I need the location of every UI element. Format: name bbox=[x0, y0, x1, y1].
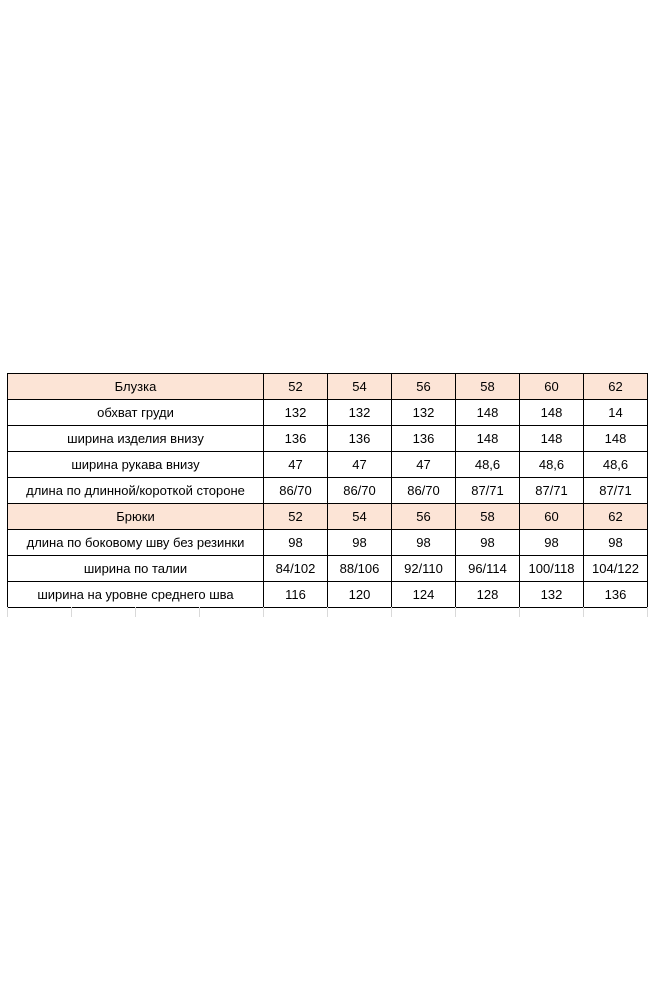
value-cell: 98 bbox=[392, 530, 456, 556]
table-row bbox=[8, 452, 648, 478]
value-cell: 84/102 bbox=[264, 556, 328, 582]
table-row bbox=[8, 478, 648, 504]
table-row bbox=[8, 556, 648, 582]
value-cell: 98 bbox=[584, 530, 648, 556]
value-cell: 104/122 bbox=[584, 556, 648, 582]
size-header-cell: 56 bbox=[392, 504, 456, 530]
measurement-label: ширина изделия внизу bbox=[8, 426, 264, 452]
size-header-cell: 62 bbox=[584, 374, 648, 400]
size-header-cell: 60 bbox=[520, 374, 584, 400]
measurement-label: обхват груди bbox=[8, 400, 264, 426]
gridline bbox=[263, 607, 264, 617]
value-cell: 116 bbox=[264, 582, 328, 608]
measurement-label: ширина на уровне среднего шва bbox=[8, 582, 264, 608]
value-cell: 47 bbox=[392, 452, 456, 478]
size-header-cell: 58 bbox=[456, 374, 520, 400]
table-row bbox=[8, 530, 648, 556]
value-cell: 86/70 bbox=[392, 478, 456, 504]
value-cell: 132 bbox=[392, 400, 456, 426]
section-header-trousers bbox=[8, 504, 648, 530]
gridline bbox=[519, 607, 520, 617]
gridline bbox=[199, 607, 200, 617]
gridline bbox=[583, 607, 584, 617]
gridline bbox=[7, 607, 8, 617]
gridline bbox=[455, 607, 456, 617]
value-cell: 48,6 bbox=[520, 452, 584, 478]
measurement-label: длина по длинной/короткой стороне bbox=[8, 478, 264, 504]
value-cell: 86/70 bbox=[328, 478, 392, 504]
value-cell: 148 bbox=[584, 426, 648, 452]
size-header-cell: 58 bbox=[456, 504, 520, 530]
gridline bbox=[135, 607, 136, 617]
value-cell: 98 bbox=[456, 530, 520, 556]
table-row bbox=[8, 400, 648, 426]
gridline bbox=[71, 607, 72, 617]
value-cell: 86/70 bbox=[264, 478, 328, 504]
measurement-label: длина по боковому шву без резинки bbox=[8, 530, 264, 556]
value-cell: 128 bbox=[456, 582, 520, 608]
value-cell: 98 bbox=[520, 530, 584, 556]
value-cell: 148 bbox=[520, 400, 584, 426]
value-cell: 48,6 bbox=[456, 452, 520, 478]
value-cell: 136 bbox=[584, 582, 648, 608]
gridline bbox=[327, 607, 328, 617]
value-cell: 88/106 bbox=[328, 556, 392, 582]
value-cell: 148 bbox=[456, 400, 520, 426]
measurement-label: ширина рукава внизу bbox=[8, 452, 264, 478]
gridline bbox=[391, 607, 392, 617]
value-cell: 136 bbox=[328, 426, 392, 452]
size-header-cell: 62 bbox=[584, 504, 648, 530]
value-cell: 92/110 bbox=[392, 556, 456, 582]
size-header-cell: 60 bbox=[520, 504, 584, 530]
value-cell: 136 bbox=[392, 426, 456, 452]
table-row bbox=[8, 426, 648, 452]
size-header-cell: 52 bbox=[264, 374, 328, 400]
section-title: Брюки bbox=[8, 504, 264, 530]
value-cell: 132 bbox=[264, 400, 328, 426]
table-row bbox=[8, 582, 648, 608]
gridline-stubs bbox=[7, 607, 648, 617]
value-cell: 87/71 bbox=[584, 478, 648, 504]
value-cell: 47 bbox=[328, 452, 392, 478]
size-header-cell: 56 bbox=[392, 374, 456, 400]
size-chart bbox=[7, 373, 648, 608]
value-cell: 120 bbox=[328, 582, 392, 608]
value-cell: 100/118 bbox=[520, 556, 584, 582]
value-cell: 98 bbox=[328, 530, 392, 556]
value-cell: 47 bbox=[264, 452, 328, 478]
value-cell: 48,6 bbox=[584, 452, 648, 478]
measurement-label: ширина по талии bbox=[8, 556, 264, 582]
gridline bbox=[647, 607, 648, 617]
value-cell: 96/114 bbox=[456, 556, 520, 582]
value-cell: 136 bbox=[264, 426, 328, 452]
value-cell: 87/71 bbox=[456, 478, 520, 504]
section-header-blouse bbox=[8, 374, 648, 400]
section-title: Блузка bbox=[8, 374, 264, 400]
value-cell: 132 bbox=[520, 582, 584, 608]
value-cell: 132 bbox=[328, 400, 392, 426]
size-header-cell: 54 bbox=[328, 374, 392, 400]
size-header-cell: 54 bbox=[328, 504, 392, 530]
value-cell: 87/71 bbox=[520, 478, 584, 504]
value-cell: 98 bbox=[264, 530, 328, 556]
value-cell: 14 bbox=[584, 400, 648, 426]
size-table bbox=[7, 373, 648, 608]
value-cell: 148 bbox=[520, 426, 584, 452]
size-header-cell: 52 bbox=[264, 504, 328, 530]
value-cell: 148 bbox=[456, 426, 520, 452]
value-cell: 124 bbox=[392, 582, 456, 608]
